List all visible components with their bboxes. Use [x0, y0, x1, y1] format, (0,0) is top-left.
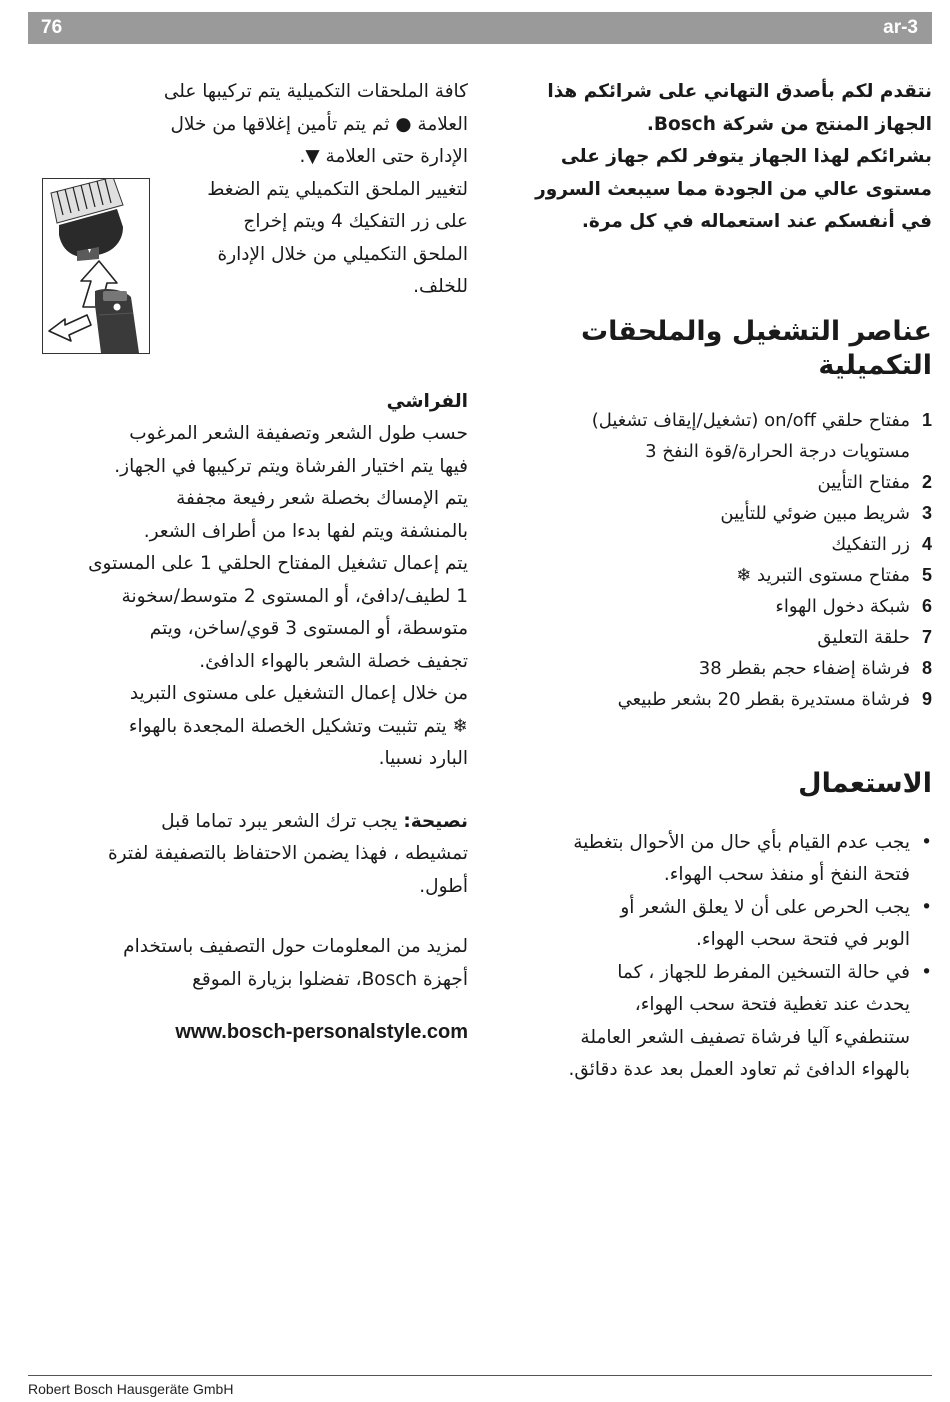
brushes-paragraph: حسب طول الشعر وتصفيفة الشعر المرغوب فيها يتم اختيار الفرشاة ويتم تركيبها في الجهاز. يتم الإمساك بخصلة شعر رفيعة مجففة بالمنشفة ويتم لفها بدءا من أطراف الشعر. يتم إعمال تشغيل المفتاح الحلقي 1 على المستوى 1 لطيف/دافئ، أو المستوى 2 متوسط/سخونة متوسطة، أو المستوى 3 قوي/ساخن، ويتم تجفيف خصلة الشعر بالهواء الدافئ. من خلال إعمال التشغيل على مستوى التبريد ❄ يتم تثبيت وتشكيل الخصلة المجعدة بالهواء البارد نسبيا. [88, 423, 468, 769]
tip-label: نصيحة: [403, 810, 468, 832]
right-column [492, 76, 932, 1087]
list-item: • يجب عدم القيام بأي حال من الأحوال بتغطية فتحة النفخ أو منفذ سحب الهواء. [573, 831, 932, 885]
change-attachment-row [28, 174, 468, 350]
parts-list [492, 405, 932, 715]
intro-line: في أنفسكم عند استعماله في كل مرة. [581, 211, 932, 232]
usage-bullets [492, 827, 932, 1087]
page-header [28, 12, 932, 44]
list-item: 6 شبكة دخول الهواء [775, 595, 932, 617]
list-item: • يجب الحرص على أن لا يعلق الشعر أو الوبر في فتحة سحب الهواء. [620, 896, 932, 950]
intro-line: بشرائكم لهذا الجهاز يتوفر لكم جهاز على [560, 146, 932, 167]
round-brush-icon [51, 179, 123, 261]
list-item: 9 فرشاة مستديرة بقطر 20 بشعر طبيعي [617, 688, 932, 710]
press-arrow-icon [49, 315, 91, 341]
accessories-paragraph: كافة الملحقات التكميلية يتم تركيبها على العلامة ● ثم يتم تأمين إغلاقها من خلال الإدارة حتى العلامة ▼. [163, 81, 468, 167]
attachment-release-figure [42, 178, 150, 354]
tip-paragraph: نصيحة: يجب ترك الشعر يبرد تماما قبل تمشيطه ، فهذا يضمن الاحتفاظ بالتصفيفة لفترة أطول. [107, 810, 468, 897]
intro-paragraph [492, 76, 932, 239]
page-number: 76 [41, 17, 63, 38]
intro-line: مستوى عالي من الجودة مما سيبعث السرور [535, 178, 932, 200]
more-info-paragraph: لمزيد من المعلومات حول التصفيف باستخدام أجهزة Bosch، تفضلوا بزيارة الموقع www.bosch-personalstyle.com [28, 931, 468, 1048]
list-item: 2 مفتاح التأيين [817, 471, 932, 493]
list-item: 4 زر التفكيك [831, 533, 932, 555]
intro-line: الجهاز المنتج من شركة Bosch. [646, 113, 932, 135]
list-item: 5 مفتاح مستوى التبريد ❄ [736, 564, 932, 586]
page-tag: ar-3 [883, 17, 918, 38]
change-attachment-paragraph: لتغيير الملحق التكميلي يتم الضغط على زر التفكيك 4 ويتم إخراج الملحق التكميلي من خلال الإدارة للخلف. [207, 178, 468, 297]
left-column [28, 76, 468, 1068]
appliance-handle-icon [95, 289, 139, 353]
footer-divider [28, 1375, 932, 1376]
website-link[interactable]: www.bosch-personalstyle.com [175, 1021, 468, 1043]
list-item: 7 حلقة التعليق [817, 626, 932, 648]
usage-heading: الاستعمال [798, 767, 932, 799]
list-item: 3 شريط مبين ضوئي للتأيين [720, 502, 932, 524]
footer-company: Robert Bosch Hausgeräte GmbH [28, 1381, 234, 1397]
intro-line: نتقدم لكم بأصدق التهاني على شرائكم هذا [547, 81, 932, 102]
list-item: 8 فرشاة إضفاء حجم بقطر 38 [698, 657, 932, 679]
list-item: 1 مفتاح حلقي on/off (تشغيل/إيقاف تشغيل) مستويات درجة الحرارة/قوة النفخ 3 [591, 409, 932, 462]
parts-heading: عناصر التشغيل والملحقات التكميلية [581, 315, 932, 381]
list-item: • في حالة التسخين المفرط للجهاز ، كما يحدث عند تغطية فتحة سحب الهواء، ستنطفيء آليا فرشاة تصفيف الشعر العاملة بالهواء الدافئ ثم تعاود العمل بعد عدة دقائق. [568, 961, 932, 1080]
brushes-heading: الفراشي [386, 390, 468, 412]
